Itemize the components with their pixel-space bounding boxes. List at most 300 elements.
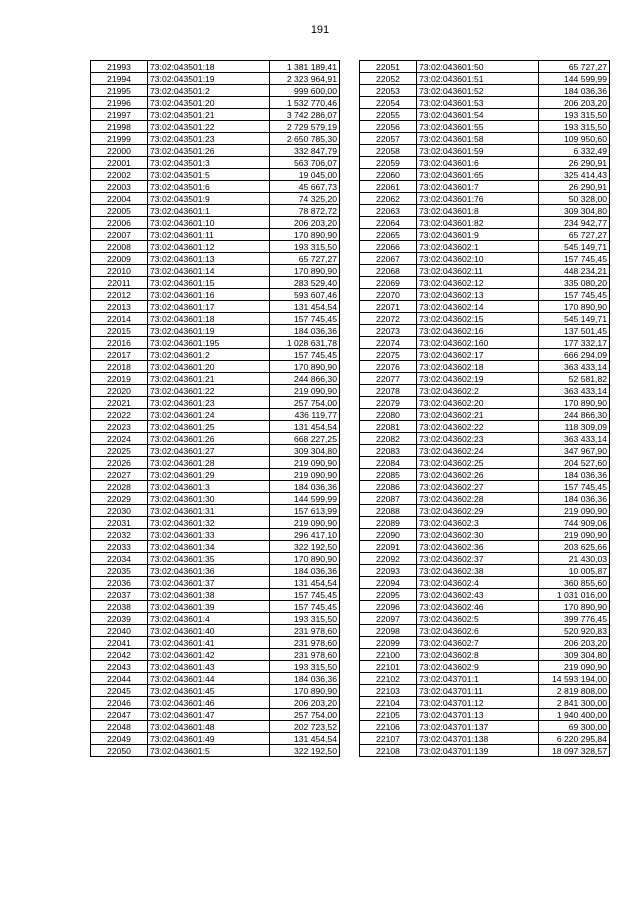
table-row xyxy=(360,577,610,589)
value-cell: 50 328,00 xyxy=(539,193,610,205)
table-row xyxy=(91,409,340,421)
value-cell: 170 890,90 xyxy=(539,301,610,313)
row-number-cell: 22017 xyxy=(91,349,148,361)
table-row xyxy=(91,637,340,649)
table-row xyxy=(360,565,610,577)
row-number-cell: 22085 xyxy=(360,469,417,481)
value-cell: 2 729 579,19 xyxy=(270,121,340,133)
row-number-cell: 22096 xyxy=(360,601,417,613)
cadastral-number-cell: 73:02:043601:48 xyxy=(148,721,270,733)
cadastral-number-cell: 73:02:043601:21 xyxy=(148,373,270,385)
table-row xyxy=(360,637,610,649)
value-cell: 131 454,54 xyxy=(270,577,340,589)
cadastral-number-cell: 73:02:043601:55 xyxy=(417,121,539,133)
cadastral-number-cell: 73:02:043601:27 xyxy=(148,445,270,457)
cadastral-number-cell: 73:02:043601:50 xyxy=(417,61,539,73)
table-row xyxy=(360,385,610,397)
value-cell: 69 300,00 xyxy=(539,721,610,733)
cadastral-number-cell: 73:02:043602:21 xyxy=(417,409,539,421)
cadastral-number-cell: 73:02:043601:16 xyxy=(148,289,270,301)
row-number-cell: 22061 xyxy=(360,181,417,193)
value-cell: 219 090,90 xyxy=(539,529,610,541)
table-row xyxy=(360,265,610,277)
table-row xyxy=(91,541,340,553)
table-row xyxy=(360,517,610,529)
row-number-cell: 22024 xyxy=(91,433,148,445)
value-cell: 545 149,71 xyxy=(539,313,610,325)
row-number-cell: 22082 xyxy=(360,433,417,445)
cadastral-number-cell: 73:02:043601:29 xyxy=(148,469,270,481)
cadastral-number-cell: 73:02:043602:27 xyxy=(417,481,539,493)
row-number-cell: 21999 xyxy=(91,133,148,145)
table-row xyxy=(360,133,610,145)
row-number-cell: 22062 xyxy=(360,193,417,205)
right-table xyxy=(359,60,610,757)
cadastral-number-cell: 73:02:043602:14 xyxy=(417,301,539,313)
row-number-cell: 22050 xyxy=(91,745,148,757)
page-number: 191 xyxy=(310,24,330,36)
row-number-cell: 22074 xyxy=(360,337,417,349)
table-row xyxy=(360,241,610,253)
row-number-cell: 22000 xyxy=(91,145,148,157)
row-number-cell: 22066 xyxy=(360,241,417,253)
table-row xyxy=(360,313,610,325)
row-number-cell: 22005 xyxy=(91,205,148,217)
cadastral-number-cell: 73:02:043601:3 xyxy=(148,481,270,493)
row-number-cell: 22025 xyxy=(91,445,148,457)
cadastral-number-cell: 73:02:043601:47 xyxy=(148,709,270,721)
row-number-cell: 22063 xyxy=(360,205,417,217)
value-cell: 21 430,03 xyxy=(539,553,610,565)
cadastral-number-cell: 73:02:043601:82 xyxy=(417,217,539,229)
value-cell: 74 325,20 xyxy=(270,193,340,205)
value-cell: 666 294,09 xyxy=(539,349,610,361)
cadastral-number-cell: 73:02:043501:21 xyxy=(148,109,270,121)
value-cell: 6 332,49 xyxy=(539,145,610,157)
cadastral-number-cell: 73:02:043601:23 xyxy=(148,397,270,409)
table-row xyxy=(91,253,340,265)
value-cell: 309 304,80 xyxy=(539,205,610,217)
cadastral-number-cell: 73:02:043601:58 xyxy=(417,133,539,145)
table-row xyxy=(91,577,340,589)
cadastral-number-cell: 73:02:043602:19 xyxy=(417,373,539,385)
value-cell: 184 036,36 xyxy=(270,325,340,337)
table-row xyxy=(91,673,340,685)
table-row xyxy=(91,613,340,625)
row-number-cell: 22075 xyxy=(360,349,417,361)
table-row xyxy=(91,313,340,325)
value-cell: 206 203,20 xyxy=(539,637,610,649)
cadastral-number-cell: 73:02:043602:5 xyxy=(417,613,539,625)
row-number-cell: 22045 xyxy=(91,685,148,697)
cadastral-number-cell: 73:02:043602:17 xyxy=(417,349,539,361)
table-row xyxy=(91,661,340,673)
table-row xyxy=(360,469,610,481)
row-number-cell: 22049 xyxy=(91,733,148,745)
cadastral-number-cell: 73:02:043602:160 xyxy=(417,337,539,349)
table-row xyxy=(91,145,340,157)
table-row xyxy=(360,421,610,433)
value-cell: 170 890,90 xyxy=(270,361,340,373)
row-number-cell: 22016 xyxy=(91,337,148,349)
table-row xyxy=(91,97,340,109)
cadastral-number-cell: 73:02:043602:3 xyxy=(417,517,539,529)
row-number-cell: 22103 xyxy=(360,685,417,697)
row-number-cell: 22021 xyxy=(91,397,148,409)
table-row xyxy=(360,97,610,109)
table-row xyxy=(91,61,340,73)
value-cell: 131 454,54 xyxy=(270,301,340,313)
value-cell: 157 745,45 xyxy=(270,589,340,601)
cadastral-number-cell: 73:02:043601:44 xyxy=(148,673,270,685)
table-row xyxy=(360,433,610,445)
table-row xyxy=(91,529,340,541)
cadastral-number-cell: 73:02:043602:1 xyxy=(417,241,539,253)
row-number-cell: 22042 xyxy=(91,649,148,661)
value-cell: 202 723,52 xyxy=(270,721,340,733)
table-row xyxy=(91,709,340,721)
cadastral-number-cell: 73:02:043601:76 xyxy=(417,193,539,205)
table-row xyxy=(360,325,610,337)
cadastral-number-cell: 73:02:043602:16 xyxy=(417,325,539,337)
cadastral-number-cell: 73:02:043601:52 xyxy=(417,85,539,97)
cadastral-number-cell: 73:02:043601:13 xyxy=(148,253,270,265)
cadastral-number-cell: 73:02:043501:22 xyxy=(148,121,270,133)
row-number-cell: 22067 xyxy=(360,253,417,265)
cadastral-number-cell: 73:02:043601:41 xyxy=(148,637,270,649)
table-row xyxy=(91,493,340,505)
value-cell: 325 414,43 xyxy=(539,169,610,181)
value-cell: 219 090,90 xyxy=(270,517,340,529)
value-cell: 65 727,27 xyxy=(270,253,340,265)
row-number-cell: 22083 xyxy=(360,445,417,457)
cadastral-number-cell: 73:02:043602:20 xyxy=(417,397,539,409)
cadastral-number-cell: 73:02:043601:17 xyxy=(148,301,270,313)
table-row xyxy=(360,457,610,469)
value-cell: 2 819 808,00 xyxy=(539,685,610,697)
cadastral-number-cell: 73:02:043601:15 xyxy=(148,277,270,289)
value-cell: 177 332,17 xyxy=(539,337,610,349)
cadastral-number-cell: 73:02:043601:1 xyxy=(148,205,270,217)
row-number-cell: 22039 xyxy=(91,613,148,625)
row-number-cell: 22040 xyxy=(91,625,148,637)
row-number-cell: 22108 xyxy=(360,745,417,757)
cadastral-number-cell: 73:02:043602:4 xyxy=(417,577,539,589)
table-row xyxy=(360,121,610,133)
cadastral-number-cell: 73:02:043601:31 xyxy=(148,505,270,517)
value-cell: 219 090,90 xyxy=(270,457,340,469)
cadastral-number-cell: 73:02:043601:8 xyxy=(417,205,539,217)
value-cell: 78 872,72 xyxy=(270,205,340,217)
row-number-cell: 22008 xyxy=(91,241,148,253)
table-row xyxy=(360,301,610,313)
cadastral-number-cell: 73:02:043601:11 xyxy=(148,229,270,241)
row-number-cell: 22052 xyxy=(360,73,417,85)
value-cell: 206 203,20 xyxy=(270,697,340,709)
table-row xyxy=(360,505,610,517)
row-number-cell: 22099 xyxy=(360,637,417,649)
value-cell: 203 625,66 xyxy=(539,541,610,553)
row-number-cell: 22098 xyxy=(360,625,417,637)
value-cell: 347 967,90 xyxy=(539,445,610,457)
row-number-cell: 22092 xyxy=(360,553,417,565)
value-cell: 563 706,07 xyxy=(270,157,340,169)
row-number-cell: 22086 xyxy=(360,481,417,493)
row-number-cell: 22038 xyxy=(91,601,148,613)
value-cell: 332 847,79 xyxy=(270,145,340,157)
cadastral-number-cell: 73:02:043602:29 xyxy=(417,505,539,517)
row-number-cell: 22080 xyxy=(360,409,417,421)
cadastral-number-cell: 73:02:043601:51 xyxy=(417,73,539,85)
value-cell: 204 527,60 xyxy=(539,457,610,469)
row-number-cell: 22077 xyxy=(360,373,417,385)
cadastral-number-cell: 73:02:043602:25 xyxy=(417,457,539,469)
row-number-cell: 22065 xyxy=(360,229,417,241)
table-row xyxy=(91,349,340,361)
cadastral-number-cell: 73:02:043601:4 xyxy=(148,613,270,625)
value-cell: 436 119,77 xyxy=(270,409,340,421)
cadastral-number-cell: 73:02:043601:20 xyxy=(148,361,270,373)
table-row xyxy=(91,565,340,577)
row-number-cell: 22007 xyxy=(91,229,148,241)
cadastral-number-cell: 73:02:043601:22 xyxy=(148,385,270,397)
row-number-cell: 22004 xyxy=(91,193,148,205)
cadastral-number-cell: 73:02:043701:139 xyxy=(417,745,539,757)
table-row xyxy=(360,337,610,349)
row-number-cell: 22019 xyxy=(91,373,148,385)
row-number-cell: 22088 xyxy=(360,505,417,517)
value-cell: 19 045,00 xyxy=(270,169,340,181)
value-cell: 296 417,10 xyxy=(270,529,340,541)
row-number-cell: 22031 xyxy=(91,517,148,529)
row-number-cell: 22026 xyxy=(91,457,148,469)
cadastral-number-cell: 73:02:043601:14 xyxy=(148,265,270,277)
value-cell: 193 315,50 xyxy=(270,661,340,673)
cadastral-number-cell: 73:02:043501:3 xyxy=(148,157,270,169)
row-number-cell: 22014 xyxy=(91,313,148,325)
value-cell: 448 234,21 xyxy=(539,265,610,277)
row-number-cell: 21997 xyxy=(91,109,148,121)
row-number-cell: 22097 xyxy=(360,613,417,625)
cadastral-number-cell: 73:02:043501:26 xyxy=(148,145,270,157)
table-row xyxy=(91,373,340,385)
row-number-cell: 22059 xyxy=(360,157,417,169)
value-cell: 219 090,90 xyxy=(270,469,340,481)
value-cell: 309 304,80 xyxy=(270,445,340,457)
cadastral-number-cell: 73:02:043602:43 xyxy=(417,589,539,601)
table-row xyxy=(91,745,340,757)
table-row xyxy=(360,109,610,121)
row-number-cell: 21996 xyxy=(91,97,148,109)
cadastral-number-cell: 73:02:043601:2 xyxy=(148,349,270,361)
value-cell: 157 745,45 xyxy=(539,289,610,301)
value-cell: 157 745,45 xyxy=(539,253,610,265)
cadastral-number-cell: 73:02:043602:26 xyxy=(417,469,539,481)
row-number-cell: 22100 xyxy=(360,649,417,661)
table-row xyxy=(91,109,340,121)
cadastral-number-cell: 73:02:043601:18 xyxy=(148,313,270,325)
row-number-cell: 22023 xyxy=(91,421,148,433)
row-number-cell: 22070 xyxy=(360,289,417,301)
value-cell: 184 036,36 xyxy=(270,481,340,493)
value-cell: 520 920,83 xyxy=(539,625,610,637)
cadastral-number-cell: 73:02:043601:10 xyxy=(148,217,270,229)
table-row xyxy=(360,205,610,217)
table-row xyxy=(360,349,610,361)
cadastral-number-cell: 73:02:043602:15 xyxy=(417,313,539,325)
table-row xyxy=(360,445,610,457)
value-cell: 668 227,25 xyxy=(270,433,340,445)
cadastral-number-cell: 73:02:043601:34 xyxy=(148,541,270,553)
cadastral-number-cell: 73:02:043602:37 xyxy=(417,553,539,565)
cadastral-number-cell: 73:02:043701:11 xyxy=(417,685,539,697)
cadastral-number-cell: 73:02:043601:5 xyxy=(148,745,270,757)
value-cell: 206 203,20 xyxy=(270,217,340,229)
row-number-cell: 22030 xyxy=(91,505,148,517)
value-cell: 193 315,50 xyxy=(539,109,610,121)
table-row xyxy=(360,61,610,73)
cadastral-number-cell: 73:02:043501:18 xyxy=(148,61,270,73)
table-row xyxy=(91,337,340,349)
cadastral-number-cell: 73:02:043601:35 xyxy=(148,553,270,565)
cadastral-number-cell: 73:02:043601:65 xyxy=(417,169,539,181)
table-row xyxy=(91,517,340,529)
table-row xyxy=(91,601,340,613)
value-cell: 144 599,99 xyxy=(270,493,340,505)
table-row xyxy=(91,385,340,397)
value-cell: 170 890,90 xyxy=(270,553,340,565)
table-row xyxy=(360,193,610,205)
table-row xyxy=(360,649,610,661)
value-cell: 1 940 400,00 xyxy=(539,709,610,721)
value-cell: 231 978,60 xyxy=(270,637,340,649)
row-number-cell: 22094 xyxy=(360,577,417,589)
value-cell: 65 727,27 xyxy=(539,61,610,73)
cadastral-number-cell: 73:02:043601:39 xyxy=(148,601,270,613)
cadastral-number-cell: 73:02:043601:42 xyxy=(148,649,270,661)
table-row xyxy=(360,481,610,493)
cadastral-number-cell: 73:02:043601:28 xyxy=(148,457,270,469)
table-row xyxy=(91,445,340,457)
table-row xyxy=(360,373,610,385)
row-number-cell: 22011 xyxy=(91,277,148,289)
cadastral-number-cell: 73:02:043601:54 xyxy=(417,109,539,121)
row-number-cell: 22105 xyxy=(360,709,417,721)
table-row xyxy=(360,697,610,709)
row-number-cell: 21995 xyxy=(91,85,148,97)
row-number-cell: 22044 xyxy=(91,673,148,685)
value-cell: 231 978,60 xyxy=(270,649,340,661)
value-cell: 157 745,45 xyxy=(270,313,340,325)
value-cell: 335 080,20 xyxy=(539,277,610,289)
row-number-cell: 22107 xyxy=(360,733,417,745)
cadastral-number-cell: 73:02:043501:6 xyxy=(148,181,270,193)
value-cell: 170 890,90 xyxy=(539,601,610,613)
table-row xyxy=(91,421,340,433)
row-number-cell: 22081 xyxy=(360,421,417,433)
value-cell: 2 323 964,91 xyxy=(270,73,340,85)
table-row xyxy=(360,601,610,613)
value-cell: 744 909,06 xyxy=(539,517,610,529)
cadastral-number-cell: 73:02:043602:38 xyxy=(417,565,539,577)
cadastral-number-cell: 73:02:043601:12 xyxy=(148,241,270,253)
cadastral-number-cell: 73:02:043602:22 xyxy=(417,421,539,433)
cadastral-number-cell: 73:02:043601:45 xyxy=(148,685,270,697)
cadastral-number-cell: 73:02:043602:11 xyxy=(417,265,539,277)
row-number-cell: 22102 xyxy=(360,673,417,685)
cadastral-number-cell: 73:02:043601:6 xyxy=(417,157,539,169)
cadastral-number-cell: 73:02:043601:33 xyxy=(148,529,270,541)
value-cell: 184 036,36 xyxy=(539,469,610,481)
row-number-cell: 22056 xyxy=(360,121,417,133)
cadastral-number-cell: 73:02:043501:20 xyxy=(148,97,270,109)
value-cell: 26 290,91 xyxy=(539,157,610,169)
row-number-cell: 22071 xyxy=(360,301,417,313)
table-row xyxy=(91,625,340,637)
value-cell: 363 433,14 xyxy=(539,385,610,397)
cadastral-number-cell: 73:02:043601:38 xyxy=(148,589,270,601)
table-row xyxy=(360,745,610,757)
table-row xyxy=(91,361,340,373)
cadastral-number-cell: 73:02:043602:12 xyxy=(417,277,539,289)
value-cell: 10 005,87 xyxy=(539,565,610,577)
value-cell: 157 745,45 xyxy=(539,481,610,493)
cadastral-number-cell: 73:02:043602:30 xyxy=(417,529,539,541)
table-row xyxy=(91,277,340,289)
table-row xyxy=(360,73,610,85)
table-row xyxy=(360,709,610,721)
cadastral-number-cell: 73:02:043601:30 xyxy=(148,493,270,505)
row-number-cell: 22028 xyxy=(91,481,148,493)
row-number-cell: 22084 xyxy=(360,457,417,469)
table-row xyxy=(360,181,610,193)
row-number-cell: 22058 xyxy=(360,145,417,157)
value-cell: 26 290,91 xyxy=(539,181,610,193)
table-row xyxy=(360,541,610,553)
cadastral-number-cell: 73:02:043601:43 xyxy=(148,661,270,673)
row-number-cell: 22057 xyxy=(360,133,417,145)
row-number-cell: 22091 xyxy=(360,541,417,553)
row-number-cell: 22032 xyxy=(91,529,148,541)
row-number-cell: 22072 xyxy=(360,313,417,325)
cadastral-number-cell: 73:02:043501:5 xyxy=(148,169,270,181)
table-row xyxy=(360,85,610,97)
cadastral-number-cell: 73:02:043602:18 xyxy=(417,361,539,373)
value-cell: 1 381 189,41 xyxy=(270,61,340,73)
table-row xyxy=(360,733,610,745)
table-row xyxy=(91,457,340,469)
row-number-cell: 22090 xyxy=(360,529,417,541)
table-row xyxy=(360,289,610,301)
table-row xyxy=(91,217,340,229)
value-cell: 999 600,00 xyxy=(270,85,340,97)
row-number-cell: 22079 xyxy=(360,397,417,409)
table-row xyxy=(91,181,340,193)
row-number-cell: 22054 xyxy=(360,97,417,109)
row-number-cell: 22047 xyxy=(91,709,148,721)
cadastral-number-cell: 73:02:043701:13 xyxy=(417,709,539,721)
row-number-cell: 21993 xyxy=(91,61,148,73)
cadastral-number-cell: 73:02:043602:28 xyxy=(417,493,539,505)
value-cell: 157 745,45 xyxy=(270,349,340,361)
row-number-cell: 22095 xyxy=(360,589,417,601)
value-cell: 360 855,60 xyxy=(539,577,610,589)
cadastral-number-cell: 73:02:043701:1 xyxy=(417,673,539,685)
value-cell: 184 036,36 xyxy=(270,565,340,577)
table-row xyxy=(360,409,610,421)
cadastral-number-cell: 73:02:043601:59 xyxy=(417,145,539,157)
cadastral-number-cell: 73:02:043601:26 xyxy=(148,433,270,445)
